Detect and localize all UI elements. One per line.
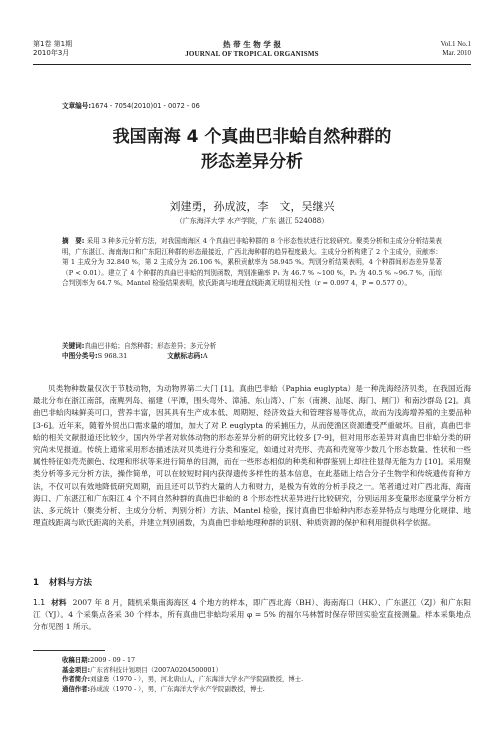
running-header (33, 40, 471, 65)
abstract (62, 236, 442, 289)
article-number (62, 100, 200, 110)
keywords-label: 关键词: (62, 342, 85, 350)
classification-line (62, 351, 216, 361)
footnote-label: 通信作者: (62, 684, 91, 693)
article-number-value: 1674 - 7054(2010)01 - 0072 - 06 (91, 102, 200, 110)
header-date-en: Mar. 2010 (442, 49, 471, 57)
keywords (62, 341, 216, 351)
footnote-label: 基金项目: (62, 665, 91, 674)
footnote-text: 2009 - 09 - 17 (90, 656, 136, 664)
journal-name-cn: 热 带 生 物 学 报 (222, 40, 282, 49)
footnote-label: 作者简介: (62, 675, 91, 684)
clc-label: 中图分类号: (62, 352, 98, 361)
doc-code-label: 文献标志码: (167, 352, 203, 361)
subsection-text: 2007 年 8 月，随机采集南海海区 4 个地方的样本，即广西北海（BH）、海南海口（HK）、广东湛江（ZJ）和广东阳江（YJ）。4 个采集点各采 30 个样本，所有真曲巴非蛤均采用 φ = 5% 的福尔马林暂时保存带回实验室直接测量。样本采集地点分布见图 1 所示。 (33, 598, 471, 632)
subsection-number: 1.1 (33, 598, 46, 607)
subsection-title: 材料 (51, 598, 67, 607)
footnote-text: 孙成波（1970 - ），男，广东海洋大学水产学院副教授，博士. (90, 684, 265, 693)
paper-title-line2: 形态差异分析 (201, 152, 303, 172)
clc-value: S 968.31 (97, 352, 128, 361)
section-number: 1 (33, 578, 39, 588)
header-date: 2010年3月 (33, 49, 70, 57)
footnote-divider (33, 650, 105, 651)
author-list: 刘建勇，孙成波，李 文，吴继兴 (169, 200, 335, 213)
footnotes (62, 656, 303, 694)
journal-name-en: JOURNAL OF TROPICAL ORGANISMS (185, 49, 319, 58)
footnote-received (62, 656, 303, 666)
header-journal (33, 40, 471, 59)
footnote-corresponding (62, 685, 303, 695)
section-heading (33, 576, 92, 588)
section-title: 材料与方法 (48, 578, 92, 588)
paper-title-line1: 我国南海 4 个真曲巴非蛤自然种群的 (112, 127, 392, 147)
article-meta (62, 341, 216, 362)
footnote-text: 广东省科技计划项目（2007A0204500001） (90, 665, 222, 674)
footnote-label: 收稿日期: (62, 656, 91, 664)
header-volume: 第1卷 第1期 (33, 40, 73, 48)
footnote-text: 刘建勇（1970 - ），男，河北唐山人，广东海洋大学水产学院副教授，博士. (90, 675, 304, 684)
article-number-label: 文章编号: (62, 102, 92, 110)
keywords-text: 真曲巴非蛤；自然种群；形态差异；多元分析 (84, 342, 217, 350)
footnote-author (62, 675, 303, 685)
header-volume-en: Vol.1 No.1 (440, 40, 471, 48)
intro-paragraph: 贝类物种数量仅次于节肢动物，为动物界第二大门 [1]。真曲巴非蛤（Paphia euglypta）是一种洗海经济贝类，在我国近海最北分布在浙江南部，南麂列岛、福建（平潭，围头弯外、漳浦、东山湾）、广东（南澳、汕尾、海门、闸门）和南沙群岛 [2]。真曲巴非蛤肉味鲜美可口，营养丰富，因其具有生产成本低、周期短、经济效益大和管理容易等优点，故而为浅海增养殖的主要品种 [3-6]。近年来，随着外贸出口需求量的增加，加大了对 P. euglypta 的采捕压力，从而使渔区资源遭受严重破坏。目前，真曲巴非蛤的相关文献报道还比较少，国内外学者对软体动物的形态差异分析的研究比较多 [7-9]，但对用形态差异对真曲巴非蛤分类的研究尚未见报道。传统上通常采用形态描述法对贝类进行分类和鉴定，如通过对壳形、壳高和壳宽等少数几个形态数量、性状和一些属性特征如壳壳颜色、纹理和形状等来进行简单的目测，而在一些形态相似的种类和种群鉴别上却往往显得无能为力 [10]。采用聚类分析等多元分析方法，操作简单，可以在较短时间内获得遗传多样性的基本信息，在此基础上结合分子生物学和传统遗传育种方法，不仅可以有效地降低研究周期，而且还可以节约大量的人力和财力，是极为有效的分析手段之一。笔者通过对广西北海、海南海口、广东湛江和广东阳江 4 个不同自然种群的真曲巴非蛤的 8 个形态性状差异进行比较研究，分别运用多变量形态度量学分析方法、多元统计（聚类分析、主成分分析、判别分析）方法、Mantel 检验，探讨真曲巴非蛤种内形态差异特点与地理分化规律、地理直线距离与欧氏距离的关系，并建立判别函数，为真曲巴非蛤地理种群的识别、种质资源的保护和利用提供科学依据。 (33, 384, 471, 528)
paper-title (0, 125, 504, 175)
footnote-funding (62, 666, 303, 676)
header-issue-en (441, 40, 471, 58)
affiliation: （广东海洋大学 水产学院，广东 湛江 524088） (175, 217, 329, 225)
abstract-text: 采用 3 种多元分析方法，对我国南海区 4 个真曲巴非蛤种群的 8 个形态性状进行比较研究。聚类分析和主成分分析结果表明，广东湛江、海南海口和广东阳江种群的形态最接近，广西北海种群的趋异程度最大。主成分分析构建了 2 个主成分，贡献率：第 1 主成分为 32.840 %，第 2 主成分为 26.106 %，累积贡献率为 58.945 %。判别分析结果表明，4 个种群间形态差异显著（P < 0.01）。建立了 4 个种群的真曲巴非蛤的判别函数，判别准确率 P₁ 为 46.7 % ~100 %，P₂ 为 40.5 % ~96.7 %，而综合判别率为 64.7 %。Mantel 检验结果表明，欧氏距离与地理直线距离无明显相关性（r = 0.097 4，P = 0.577 0）。 (62, 237, 442, 288)
abstract-label: 摘 要: (62, 237, 85, 245)
materials-paragraph (33, 597, 471, 634)
doc-code-value: A (202, 352, 208, 361)
